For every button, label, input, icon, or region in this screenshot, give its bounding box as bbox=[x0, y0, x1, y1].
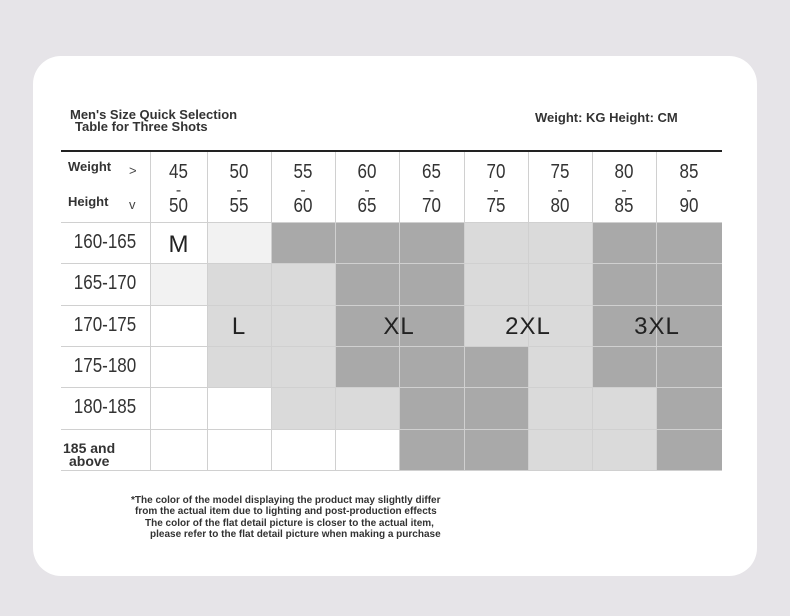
weight-to: 70 bbox=[422, 195, 441, 217]
size-cell bbox=[335, 263, 399, 305]
size-cell bbox=[207, 263, 271, 305]
height-row-header: 175-180 bbox=[73, 355, 137, 377]
size-cell bbox=[207, 222, 271, 263]
weight-dash: - bbox=[428, 182, 435, 199]
size-cell bbox=[399, 387, 464, 429]
size-cell bbox=[464, 387, 528, 429]
size-cell bbox=[150, 387, 207, 429]
height-row-header: 165-170 bbox=[73, 272, 137, 294]
size-cell bbox=[656, 429, 722, 470]
weight-to: 55 bbox=[229, 195, 249, 217]
weight-dash: - bbox=[621, 182, 627, 199]
disclaimer-line1: *The color of the model displaying the product may slightly differ bbox=[131, 495, 441, 506]
weight-dash: - bbox=[493, 182, 499, 199]
row-divider bbox=[61, 470, 722, 471]
row-divider bbox=[61, 222, 722, 223]
weight-column-header bbox=[335, 152, 399, 222]
size-cell bbox=[335, 346, 399, 387]
row-divider bbox=[61, 305, 722, 306]
size-cell bbox=[150, 346, 207, 387]
size-cell bbox=[207, 429, 271, 470]
weight-to: 65 bbox=[357, 195, 377, 217]
size-cell bbox=[528, 387, 592, 429]
corner-weight-label: Weight bbox=[68, 159, 112, 174]
size-cell bbox=[207, 387, 271, 429]
size-cell bbox=[150, 305, 207, 346]
disclaimer-line3: The color of the flat detail picture is closer to the actual item, bbox=[145, 518, 434, 529]
size-cell bbox=[464, 346, 528, 387]
weight-to: 80 bbox=[550, 195, 570, 217]
size-label-m: M bbox=[168, 231, 190, 258]
weight-dash: - bbox=[686, 182, 692, 199]
chart-title bbox=[70, 109, 237, 133]
size-cell bbox=[207, 346, 271, 387]
size-label-l: L bbox=[231, 313, 247, 340]
weight-to: 85 bbox=[614, 195, 634, 217]
size-cell bbox=[528, 263, 592, 305]
size-cell bbox=[271, 263, 335, 305]
size-cell bbox=[271, 429, 335, 470]
weight-dash: - bbox=[236, 182, 242, 199]
size-label-xl: XL bbox=[383, 313, 415, 340]
size-cell bbox=[464, 263, 528, 305]
weight-from: 70 bbox=[486, 161, 506, 183]
weight-from: 50 bbox=[229, 161, 249, 183]
weight-from: 75 bbox=[550, 161, 570, 183]
size-cell bbox=[271, 387, 335, 429]
size-cell bbox=[150, 429, 207, 470]
size-cell bbox=[150, 263, 207, 305]
weight-to: 50 bbox=[169, 195, 188, 217]
weight-column-header bbox=[207, 152, 271, 222]
height-row-header: 160-165 bbox=[73, 231, 137, 253]
size-label-2xl: 2XL bbox=[505, 313, 551, 340]
height-row-185-above bbox=[63, 442, 115, 468]
size-cell bbox=[528, 429, 592, 470]
disclaimer-line2: from the actual item due to lighting and post-production effects bbox=[135, 506, 437, 517]
weight-from: 60 bbox=[357, 161, 377, 183]
weight-to: 75 bbox=[486, 195, 506, 217]
size-cell bbox=[271, 346, 335, 387]
size-cell bbox=[335, 222, 399, 263]
size-cell bbox=[399, 263, 464, 305]
size-cell bbox=[399, 222, 464, 263]
height-row-header: 170-175 bbox=[73, 314, 137, 336]
size-table bbox=[61, 150, 722, 470]
size-cell bbox=[335, 387, 399, 429]
size-cell bbox=[464, 222, 528, 263]
weight-to: 60 bbox=[293, 195, 313, 217]
weight-column-header bbox=[656, 152, 722, 222]
weight-dash: - bbox=[300, 182, 306, 199]
corner-height-label: Height bbox=[68, 194, 109, 209]
corner-weight-arrow: > bbox=[129, 163, 137, 178]
size-cell bbox=[335, 429, 399, 470]
size-cell bbox=[271, 222, 335, 263]
size-label-3xl: 3XL bbox=[634, 313, 680, 340]
size-cell bbox=[592, 222, 656, 263]
size-cell bbox=[528, 346, 592, 387]
size-cell bbox=[592, 263, 656, 305]
row-divider bbox=[61, 387, 722, 388]
size-cell bbox=[464, 429, 528, 470]
weight-to: 90 bbox=[679, 195, 699, 217]
height-row-185-above-line2: above bbox=[69, 453, 110, 469]
weight-from: 80 bbox=[614, 161, 634, 183]
row-divider bbox=[61, 429, 722, 430]
size-cell bbox=[592, 387, 656, 429]
chart-title-line1: Men's Size Quick Selection bbox=[70, 107, 238, 122]
disclaimer-note-1 bbox=[131, 495, 440, 517]
weight-dash: - bbox=[557, 182, 563, 199]
weight-from: 45 bbox=[169, 161, 188, 183]
corner-height-arrow: v bbox=[129, 197, 136, 212]
row-divider bbox=[61, 263, 722, 264]
weight-column-header bbox=[150, 152, 207, 222]
disclaimer-line4: please refer to the flat detail picture when making a purchase bbox=[150, 529, 441, 540]
size-cell bbox=[528, 222, 592, 263]
weight-dash: - bbox=[175, 182, 182, 199]
weight-from: 55 bbox=[293, 161, 313, 183]
row-divider bbox=[61, 346, 722, 347]
size-cell bbox=[656, 387, 722, 429]
weight-column-header bbox=[464, 152, 528, 222]
disclaimer-note-2 bbox=[145, 518, 441, 540]
chart-title-line2: Table for Three Shots bbox=[75, 119, 208, 134]
size-cell bbox=[271, 305, 335, 346]
weight-column-header bbox=[271, 152, 335, 222]
size-cell bbox=[399, 346, 464, 387]
weight-from: 65 bbox=[422, 161, 441, 183]
weight-dash: - bbox=[364, 182, 370, 199]
weight-column-header bbox=[399, 152, 464, 222]
units-label: Weight: KG Height: CM bbox=[535, 110, 678, 125]
weight-from: 85 bbox=[679, 161, 699, 183]
size-cell bbox=[656, 222, 722, 263]
size-cell bbox=[592, 429, 656, 470]
size-cell bbox=[399, 429, 464, 470]
height-row-185-above-line1: 185 and bbox=[63, 440, 116, 456]
size-cell bbox=[592, 346, 656, 387]
size-cell bbox=[656, 263, 722, 305]
weight-column-header bbox=[528, 152, 592, 222]
height-row-header: 180-185 bbox=[73, 396, 137, 418]
size-cell bbox=[656, 346, 722, 387]
weight-column-header bbox=[592, 152, 656, 222]
